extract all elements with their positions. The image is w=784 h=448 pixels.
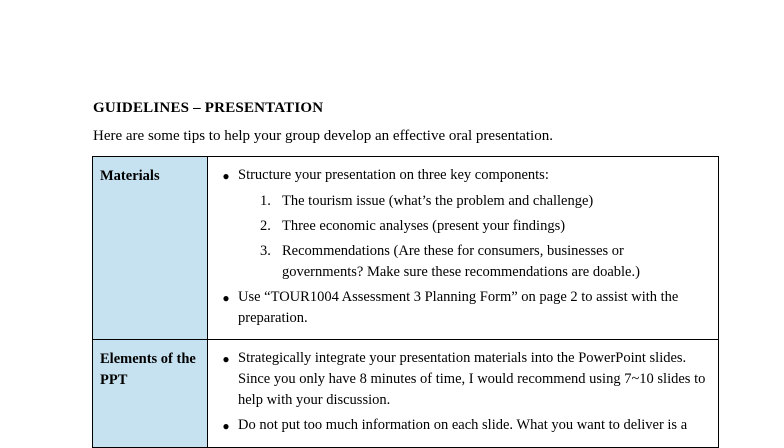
bullet-item [214, 287, 708, 329]
bullet-text: Structure your presentation on three key components: [238, 167, 549, 183]
table-row-materials [93, 157, 719, 340]
row-label-materials: Materials [93, 157, 208, 340]
bullet-text: Strategically integrate your presentation materials into the PowerPoint slides. Since you only have 8 minutes of time, I would recommend using 7~10 slides to help with your discussion. [238, 350, 706, 408]
bullet-item [214, 348, 708, 411]
guidelines-table [92, 156, 719, 448]
item-number: 1. [260, 193, 271, 209]
intro-paragraph: Here are some tips to help your group develop an effective oral presentation. [93, 128, 553, 144]
item-text: The tourism issue (what’s the problem and challenge) [282, 193, 594, 209]
bullet-icon: ● [222, 169, 230, 183]
bullet-item [214, 415, 708, 437]
bullet-item [214, 165, 708, 187]
bullet-text: Use “TOUR1004 Assessment 3 Planning Form” on page 2 to assist with the preparation. [238, 289, 679, 326]
bullet-icon: ● [222, 291, 230, 305]
item-text: Recommendations (Are these for consumers, businesses or governments? Make sure these recommendations are doable.) [282, 243, 640, 280]
bullet-text: Do not put too much information on each slide. What you want to deliver is a [238, 417, 688, 433]
bullet-icon: ● [222, 419, 230, 433]
row-content-materials [208, 157, 719, 340]
table-row-elements-of-ppt [93, 340, 719, 448]
numbered-item [260, 216, 708, 237]
numbered-item [260, 241, 708, 283]
numbered-item [260, 191, 708, 212]
item-number: 2. [260, 218, 271, 234]
row-label-elements-of-ppt: Elements of the PPT [93, 340, 208, 448]
item-text: Three economic analyses (present your findings) [282, 218, 566, 234]
bullet-icon: ● [222, 352, 230, 366]
document-title: GUIDELINES – PRESENTATION [93, 100, 324, 116]
row-content-elements-of-ppt [208, 340, 719, 448]
item-number: 3. [260, 243, 271, 259]
